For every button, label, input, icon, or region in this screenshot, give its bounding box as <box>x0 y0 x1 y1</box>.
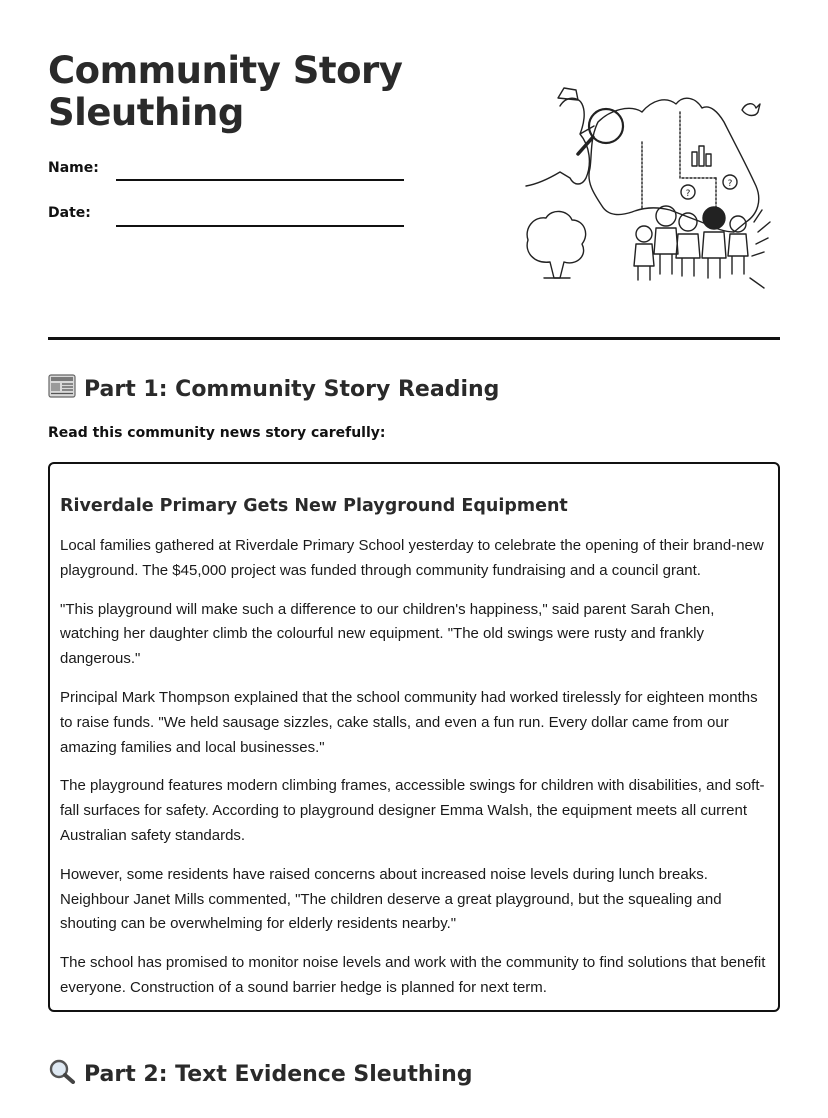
story-paragraph: Principal Mark Thompson explained that the school community had worked tirelessly for eighteen months to raise funds. "We held sausage sizzles, cake stalls, and even a fun run. Every dollar came from our amazing families and local businesses." <box>60 688 758 756</box>
story-paragraph: The playground features modern climbing frames, accessible swings for children with disabilities, and soft-fall surfaces for safety. According to playground designer Emma Walsh, the equipment meets all current Australian safety standards. <box>60 777 765 844</box>
worksheet-title <box>48 50 408 134</box>
newspaper-icon <box>48 374 76 404</box>
worksheet-title-text: Community Story Sleuthing <box>48 49 403 134</box>
tree-icon <box>527 211 586 278</box>
part2-heading <box>48 1058 473 1090</box>
story-paragraph: Local families gathered at Riverdale Primary School yesterday to celebrate the opening of their brand-new playground. The $45,000 project was funded through community fundraising and a council grant. <box>60 537 764 579</box>
svg-text:?: ? <box>727 179 733 189</box>
story-paragraph: However, some residents have raised concerns about increased noise levels during lunch breaks. Neighbour Janet Mills commented, "The children deserve a great playground, but the squealing and shouting can be overwhelming for elderly residents nearby." <box>60 865 722 933</box>
story-paragraph: "This playground will make such a difference to our children's happiness," said parent Sarah Chen, watching her daughter climb the colourful new equipment. "The old swings were rusty and frankly dangerous." <box>60 600 715 668</box>
building-icon <box>706 154 711 166</box>
australia-map-outline <box>589 98 759 232</box>
news-story-box <box>48 462 780 1012</box>
date-field[interactable] <box>48 205 91 221</box>
name-label: Name: <box>48 160 99 176</box>
building-icon <box>699 146 704 166</box>
magnifying-glass-icon <box>48 1058 76 1090</box>
building-icon <box>692 152 697 166</box>
header-divider <box>48 337 780 340</box>
bird-icon <box>742 104 760 116</box>
map-border-line <box>680 112 716 178</box>
kangaroo-icon <box>526 98 594 186</box>
name-write-line[interactable] <box>116 179 404 181</box>
date-label: Date: <box>48 205 91 221</box>
children-group-icon <box>634 206 748 280</box>
bush-icon <box>750 210 770 288</box>
part1-heading <box>48 374 499 404</box>
australia-detective-illustration <box>520 82 780 304</box>
part1-heading-text: Part 1: Community Story Reading <box>84 376 500 402</box>
story-paragraph: The school has promised to monitor noise levels and work with the community to find solutions that benefit everyone. Construction of a sound barrier hedge is planned for next term. <box>60 954 766 996</box>
reading-instruction: Read this community news story carefully: <box>48 425 386 441</box>
svg-text:?: ? <box>685 189 691 199</box>
name-field[interactable] <box>48 160 99 176</box>
date-write-line[interactable] <box>116 225 404 227</box>
story-headline: Riverdale Primary Gets New Playground Equipment <box>60 496 568 516</box>
part2-heading-text: Part 2: Text Evidence Sleuthing <box>84 1061 473 1087</box>
